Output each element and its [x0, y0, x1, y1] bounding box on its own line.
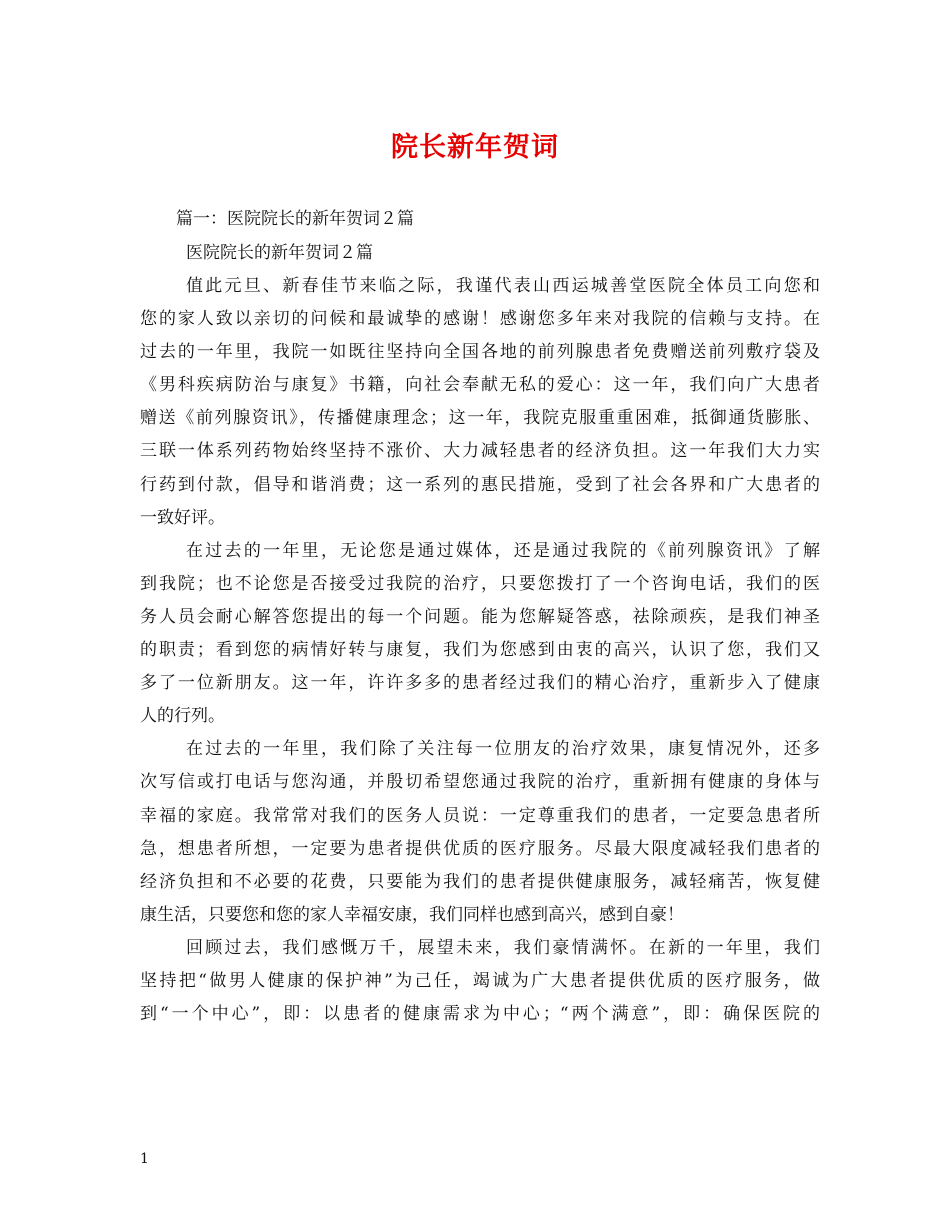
text-line: 在过去的一年里，无论您是通过媒体，还是通过我院的《前列腺资讯》了解: [186, 540, 820, 561]
text-line: 三联一体系列药物始终坚持不涨价、大力减轻患者的经济负担。这一年我们大力实: [140, 441, 820, 462]
text-line: 急，想患者所想，一定要为患者提供优质的医疗服务。尽最大限度减轻我们患者的: [140, 838, 820, 859]
text-line: 您的家人致以亲切的问候和最诚挚的感谢！感谢您多年来对我院的信赖与支持。在: [140, 309, 820, 330]
text-line: 到我院；也不论您是否接受过我院的治疗，只要您拨打了一个咨询电话，我们的医: [140, 573, 820, 594]
text-line: 到“一个中心”，即：以患者的健康需求为中心；“两个满意”，即：确保医院的: [140, 1004, 820, 1025]
text-line: 人的行列。: [140, 706, 225, 727]
text-line: 回顾过去，我们感慨万千，展望未来，我们豪情满怀。在新的一年里，我们: [186, 937, 820, 958]
text-line: 行药到付款，倡导和谐消费；这一系列的惠民措施，受到了社会各界和广大患者的: [140, 474, 820, 495]
text-line: 一致好评。: [140, 507, 225, 528]
text-line: 值此元旦、新春佳节来临之际，我谨代表山西运城善堂医院全体员工向您和: [186, 276, 820, 296]
text-line: 在过去的一年里，我们除了关注每一位朋友的治疗效果，康复情况外，还多: [186, 739, 820, 760]
text-line: 坚持把“做男人健康的保护神”为己任，竭诚为广大患者提供优质的医疗服务，做: [140, 970, 820, 991]
body-text: [140, 270, 820, 1031]
paragraph-4: [140, 932, 820, 1031]
text-line: 多了一位新朋友。这一年，许许多多的患者经过我们的精心治疗，重新步入了健康: [140, 673, 820, 694]
text-line: 过去的一年里，我院一如既往坚持向全国各地的前列腺患者免费赠送前列敷疗袋及: [140, 342, 820, 363]
text-line: 《男科疾病防治与康复》书籍，向社会奉献无私的爱心：这一年，我们向广大患者: [140, 375, 820, 396]
paragraph-3: [140, 733, 820, 932]
text-line: 康生活，只要您和您的家人幸福安康，我们同样也感到高兴，感到自豪！: [140, 904, 684, 925]
text-line: 赠送《前列腺资讯》，传播健康理念；这一年，我院克服重重困难，抵御通货膨胀、: [140, 408, 820, 429]
document-title: 院长新年贺词: [391, 132, 559, 163]
sub-heading: 医院院长的新年贺词２篇: [186, 243, 373, 263]
text-line: 的职责；看到您的病情好转与康复，我们为您感到由衷的高兴，认识了您，我们又: [140, 640, 820, 661]
paragraph-1: [140, 270, 820, 535]
text-line: 务人员会耐心解答您提出的每一个问题。能为您解疑答惑，祛除顽疾，是我们神圣: [140, 606, 820, 627]
paragraph-2: [140, 535, 820, 734]
text-line: 次写信或打电话与您沟通，并殷切希望您通过我院的治疗，重新拥有健康的身体与: [140, 772, 820, 793]
section-heading: 篇一：医院院长的新年贺词２篇: [176, 209, 414, 229]
text-line: 经济负担和不必要的花费，只要能为我们的患者提供健康服务，减轻痛苦，恢复健: [140, 871, 820, 892]
page-number: 1: [140, 1151, 149, 1167]
text-line: 幸福的家庭。我常常对我们的医务人员说：一定尊重我们的患者，一定要急患者所: [140, 805, 820, 826]
